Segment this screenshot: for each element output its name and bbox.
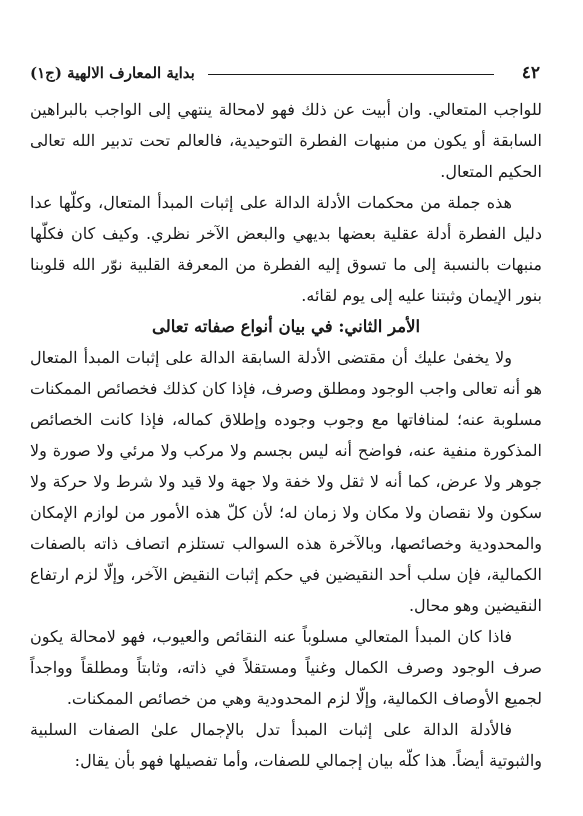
paragraph-1: للواجب المتعالي. وان أبيت عن ذلك فهو لامحالة ينتهي إلى الواجب بالبراهين السابقة أو يكون من منبهات الفطرة التوحيدية، فالعالم تحت تدبير الله تعالى الحكيم المتعال. [30, 100, 542, 181]
paragraph-3: ولا يخفىٰ عليك أن مقتضى الأدلة السابقة الدالة على إثبات المبدأ المتعال هو أنه تعالى واجب الوجود ومطلق وصرف، فإذا كان كذلك فخصائص الممكنات مسلوبة عنه؛ لمنافاتها مع وجوب وجوده وإطلاق كماله، فإذا كانت الخصائص المذكورة منفية عنه، فواضح أنه ليس بجسم ولا مركب ولا مرئي ولا صورة ولا جوهر ولا عرض، كما أنه لا ثقل ولا خفة ولا جهة ولا قيد ولا شرط ولا حركة ولا سكون ولا نقصان ولا مكان ولا زمان له؛ لأن كلّ هذه الأمور من لوازم الإمكان والمحدودية وخصائصها، وبالآخرة هذه السوالب تستلزم اتصاف ذاته بالصفات الكمالية، فإن سلب أحد النقيضين في حكم إثبات النقيض الآخر، وإلّا لزم ارتفاع النقيضين وهو محال. [30, 348, 542, 615]
page-body [30, 94, 542, 776]
paragraph-4: فاذا كان المبدأ المتعالي مسلوباً عنه النقائص والعيوب، فهو لامحالة يكون صرف الوجود وصرف الكمال وغنياً ومستقلاً في ذاته، وثابتاً ومطلقاً وواجداً لجميع الأوصاف الكمالية، وإلّا لزم المحدودية وهي من خصائص الممكنات. [30, 627, 542, 708]
running-title: بداية المعارف الالهية (ج١) [30, 64, 195, 82]
paragraph-5: فالأدلة الدالة على إثبات المبدأ تدل بالإجمال علىٰ الصفات السلبية والثبوتية أيضاً. هذا كلّه بيان إجمالي للصفات، وأما تفصيلها فهو بأن يقال: [30, 720, 542, 770]
page-number: ٤٢ [521, 63, 540, 83]
paragraph-2: هذه جملة من محكمات الأدلة الدالة على إثبات المبدأ المتعال، وكلّها عدا دليل الفطرة أدلة عقلية بعضها بديهي والبعض الآخر نظري. وكيف كان فكلّها منبهات بالنسبة إلى ما تسوق إليه الفطرة من المعرفة القلبية نوّر الله قلوبنا بنور الإيمان وثبتنا عليه إلى يوم لقائه. [30, 193, 542, 305]
page-header [30, 62, 540, 86]
header-rule [208, 74, 494, 75]
section-heading: الأمر الثاني: في بيان أنواع صفاته تعالى [151, 317, 421, 336]
